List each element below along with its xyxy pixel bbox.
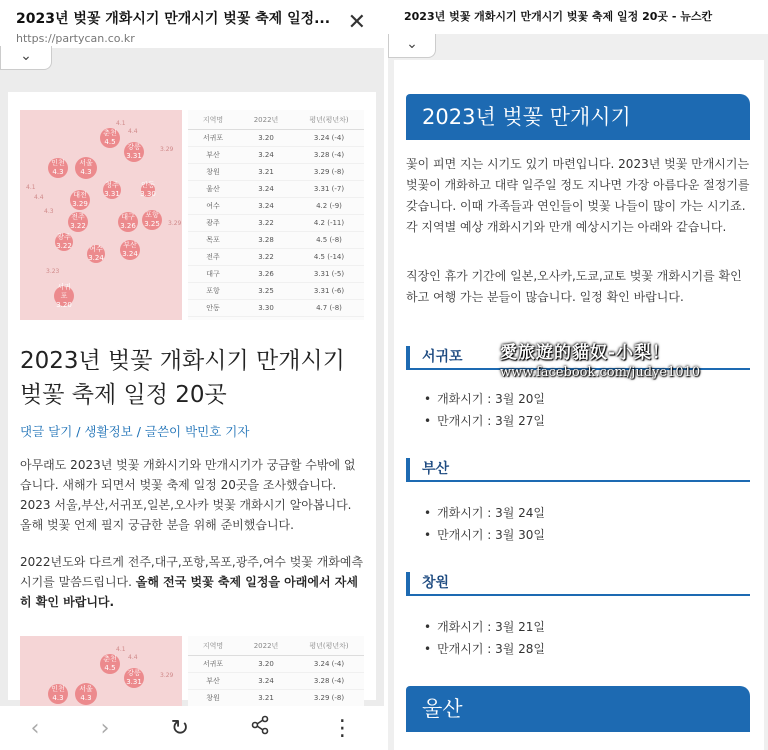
thumb-table-row <box>188 656 364 673</box>
paragraph-text: 2022년도와 다르게 전주,대구,포항,목포,광주,여수 벚꽃 개화예측시기를 말씀드립니다. <box>20 555 364 589</box>
thumb-table-cell: 3.20 <box>258 660 274 668</box>
thumb-table-header-cell: 평년(평년차) <box>309 115 349 124</box>
thumb-table-cell: 전주 <box>206 253 220 261</box>
thumb-table-header-cell: 2022년 <box>253 641 279 650</box>
map-city-bubble: 인천 4.3 <box>48 684 68 704</box>
map-city-bubble: 강릉 3.31 <box>124 142 144 162</box>
thumb-table-cell: 3.26 <box>258 270 274 278</box>
full-bloom-date: • 만개시기 : 3월 30일 <box>424 524 545 546</box>
image-watermark <box>500 338 700 380</box>
thumb-table-cell: 3.24 <box>258 151 274 159</box>
korea-map-image <box>20 636 182 706</box>
thumb-table-cell: 4.5 (-14) <box>313 253 345 261</box>
city-name: 창원 <box>422 575 450 591</box>
city-date-list <box>424 616 545 660</box>
thumb-table-cell: 창원 <box>206 168 220 176</box>
thumb-table-cell: 서귀포 <box>202 134 224 142</box>
thumb-table-cell: 4.2 (-9) <box>316 202 342 210</box>
tab-strip <box>0 48 384 70</box>
chevron-down-icon[interactable]: ⌄ <box>388 34 436 58</box>
map-number-label: 3.29 <box>160 146 174 153</box>
article-paragraph: 아무래도 2023년 벚꽃 개화시기와 만개시기가 궁금할 수밖에 없습니다. 새해가 되면서 벚꽃 축제 일정 20곳을 조사했습니다. 2023 서울,부산,서귀포,일본,오사카 벚꽃 개화시기 알아봅니다. 올해 벚꽃 언제 필지 궁금한 분을 위해 준비했습니다. <box>20 458 356 532</box>
map-city-bubble: 춘천 4.5 <box>100 128 120 148</box>
thumb-table-row <box>188 164 364 181</box>
map-city-bubble: 대전 3.29 <box>70 190 90 210</box>
thumb-table-cell: 3.31 (-7) <box>313 185 345 193</box>
thumb-table-cell: 3.29 (-8) <box>313 694 345 702</box>
map-number-label: 4.4 <box>128 654 138 661</box>
map-city-bubble: 서울 4.3 <box>75 683 97 705</box>
close-icon[interactable]: ✕ <box>347 10 366 35</box>
thumb-table-cell: 창원 <box>206 694 220 702</box>
map-city-bubble: 광주 3.22 <box>56 233 72 250</box>
thumb-table-cell: 서귀포 <box>202 660 224 668</box>
page-tab-title: 2023년 벚꽃 개화시기 만개시기 벚꽃 축제 일정... <box>16 11 331 27</box>
article-meta-links[interactable]: 댓글 달기 / 생활정보 / 글쓴이 박민호 기자 <box>20 424 250 439</box>
map-city-bubble: 안동 3.30 <box>140 181 156 198</box>
section-paragraph: 꽃이 피면 지는 시기도 있기 마련입니다. 2023년 벚꽃 만개시기는 벚꽃이 개화하고 대략 일주일 정도 지나면 가장 아름다운 절정기를 갖습니다. 이때 가족들과 연인들이 벚꽃 나들이 많이 가는 시기죠. 각 지역별 예상 개화시기와 만개 예상시기는 아래와 같습니다. <box>406 157 750 234</box>
thumb-table-cell: 3.20 <box>258 134 274 142</box>
map-city-bubble: 포항 3.25 <box>142 210 162 230</box>
thumb-table-cell: 부산 <box>206 677 220 685</box>
section-paragraph-2: 직장인 휴가 기간에 일본,오사카,도쿄,교토 벚꽃 개화시기를 확인하고 여행 가는 분들이 많습니다. 일정 확인 바랍니다. <box>406 269 742 304</box>
chevron-down-icon[interactable]: ⌄ <box>0 46 52 70</box>
thumb-table-cell: 3.30 <box>258 304 274 312</box>
map-city-bubble: 대구 3.26 <box>118 212 138 232</box>
back-icon[interactable]: ‹ <box>30 715 40 741</box>
thumb-table-row <box>188 300 364 317</box>
map-city-bubble: 서울 4.3 <box>75 157 97 179</box>
thumb-table-header-cell: 평년(평년차) <box>309 641 349 650</box>
bloom-date: • 개화시기 : 3월 24일 <box>424 502 545 524</box>
map-number-label: 4.1 <box>116 646 126 653</box>
map-city-bubble: 인천 4.3 <box>48 158 68 178</box>
thumb-table-cell: 여수 <box>206 202 220 210</box>
thumb-table-row <box>188 266 364 283</box>
thumb-table-header <box>188 110 364 130</box>
thumb-table-cell: 3.28 (-4) <box>313 151 345 159</box>
thumb-table-cell: 3.21 <box>258 168 274 176</box>
thumb-table-header-cell: 지역명 <box>202 641 224 650</box>
thumb-table-row <box>188 283 364 300</box>
map-number-label: 3.23 <box>46 268 60 275</box>
map-number-label: 4.4 <box>34 194 44 201</box>
map-number-label: 4.4 <box>128 128 138 135</box>
article-body <box>394 60 764 750</box>
left-header <box>0 0 384 48</box>
forward-icon[interactable]: › <box>100 715 110 741</box>
thumb-table-header-cell: 2022년 <box>253 115 279 124</box>
bloom-date: • 개화시기 : 3월 20일 <box>424 388 545 410</box>
thumb-table-cell: 4.2 (-11) <box>313 219 345 227</box>
thumb-table-cell: 3.22 <box>258 253 274 261</box>
map-city-bubble: 청주 3.31 <box>104 181 120 198</box>
bloom-date: • 개화시기 : 3월 21일 <box>424 616 545 638</box>
thumb-table-cell: 3.31 (-5) <box>313 270 345 278</box>
map-city-bubble: 춘천 4.5 <box>100 654 120 674</box>
thumb-table-row <box>188 673 364 690</box>
thumb-table-row <box>188 147 364 164</box>
map-number-label: 4.3 <box>44 208 54 215</box>
right-tab-title: 2023년 벚꽃 개화시기 만개시기 벚꽃 축제 일정 20곳 - 뉴스칸 <box>388 0 768 34</box>
thumb-table-cell: 부산 <box>206 151 220 159</box>
bloom-table-image <box>188 110 364 320</box>
thumb-table-cell: 4.7 (-8) <box>316 304 342 312</box>
city-name: 서귀포 <box>422 349 463 365</box>
map-city-bubble: 전주 3.22 <box>68 212 88 232</box>
refresh-icon[interactable]: ↻ <box>170 715 190 741</box>
bottom-nav-bar <box>0 706 384 750</box>
thumb-table-row <box>188 249 364 266</box>
thumb-table-cell: 목포 <box>206 236 220 244</box>
full-bloom-date: • 만개시기 : 3월 27일 <box>424 410 545 432</box>
thumb-table-header-cell: 지역명 <box>202 115 224 124</box>
thumb-table-row <box>188 215 364 232</box>
map-city-bubble: 강릉 3.31 <box>124 668 144 688</box>
paragraph-bold-text: 올해 전국 벚꽃 축제 일정을 아래에서 자세히 확인 바랍니다. <box>20 575 358 609</box>
page-url[interactable]: https://partycan.co.kr <box>16 32 135 45</box>
map-number-label: 3.29 <box>168 220 182 227</box>
city-date-list <box>424 388 545 432</box>
thumb-table-cell: 3.21 <box>258 694 274 702</box>
city-name: 부산 <box>422 461 450 477</box>
section-heading-2: 울산 <box>406 686 750 732</box>
map-city-bubble: 서귀포 3.20 <box>54 286 74 306</box>
thumb-table-row <box>188 181 364 198</box>
article-thumbnail <box>20 110 364 320</box>
thumb-table-cell: 4.5 (-8) <box>316 236 342 244</box>
thumb-table-cell: 3.24 <box>258 677 274 685</box>
thumb-table-row <box>188 130 364 147</box>
watermark-line-2: www.facebook.com/judye1010 <box>500 365 701 380</box>
map-city-bubble: 여수 3.24 <box>88 245 104 262</box>
thumb-table-row <box>188 690 364 706</box>
thumb-table-cell: 대구 <box>206 270 220 278</box>
thumb-table-cell: 3.24 <box>258 202 274 210</box>
thumb-table-cell: 3.28 <box>258 236 274 244</box>
thumb-table-cell: 안동 <box>206 304 220 312</box>
thumb-table-cell: 3.25 <box>258 287 274 295</box>
map-number-label: 4.1 <box>116 120 126 127</box>
full-bloom-date: • 만개시기 : 3월 28일 <box>424 638 545 660</box>
thumb-table-row <box>188 232 364 249</box>
article-title: 2023년 벚꽃 개화시기 만개시기 벚꽃 축제 일정 20곳 <box>20 348 345 408</box>
thumb-table-cell: 3.28 (-4) <box>313 677 345 685</box>
article-card <box>8 92 376 700</box>
thumb-table-cell: 광주 <box>206 219 220 227</box>
city-heading <box>406 458 750 482</box>
thumb-table-cell: 울산 <box>206 185 220 193</box>
city-date-list <box>424 502 545 546</box>
article-thumbnail-repeat <box>20 636 364 706</box>
map-number-label: 4.1 <box>26 184 36 191</box>
thumb-table-cell: 포항 <box>206 287 220 295</box>
city-heading <box>406 572 750 596</box>
section-heading: 2023년 벚꽃 만개시기 <box>406 94 750 140</box>
article-paragraph-2 <box>20 552 366 612</box>
thumb-table-cell: 3.22 <box>258 219 274 227</box>
bloom-table-image <box>188 636 364 706</box>
map-city-bubble: 부산 3.24 <box>120 240 140 260</box>
map-number-label: 3.29 <box>160 672 174 679</box>
more-icon[interactable]: ⋮ <box>331 715 354 741</box>
thumb-table-cell: 3.24 <box>258 185 274 193</box>
thumb-table-row <box>188 198 364 215</box>
watermark-line-1: 愛旅遊的貓奴-小梨！ <box>500 343 671 363</box>
korea-map-image <box>20 110 182 320</box>
share-icon[interactable] <box>250 715 270 741</box>
thumb-table-cell: 3.24 (-4) <box>313 134 345 142</box>
thumb-table-header <box>188 636 364 656</box>
thumb-table-cell: 3.31 (-6) <box>313 287 345 295</box>
thumb-table-cell: 3.29 (-8) <box>313 168 345 176</box>
thumb-table-cell: 3.24 (-4) <box>313 660 345 668</box>
